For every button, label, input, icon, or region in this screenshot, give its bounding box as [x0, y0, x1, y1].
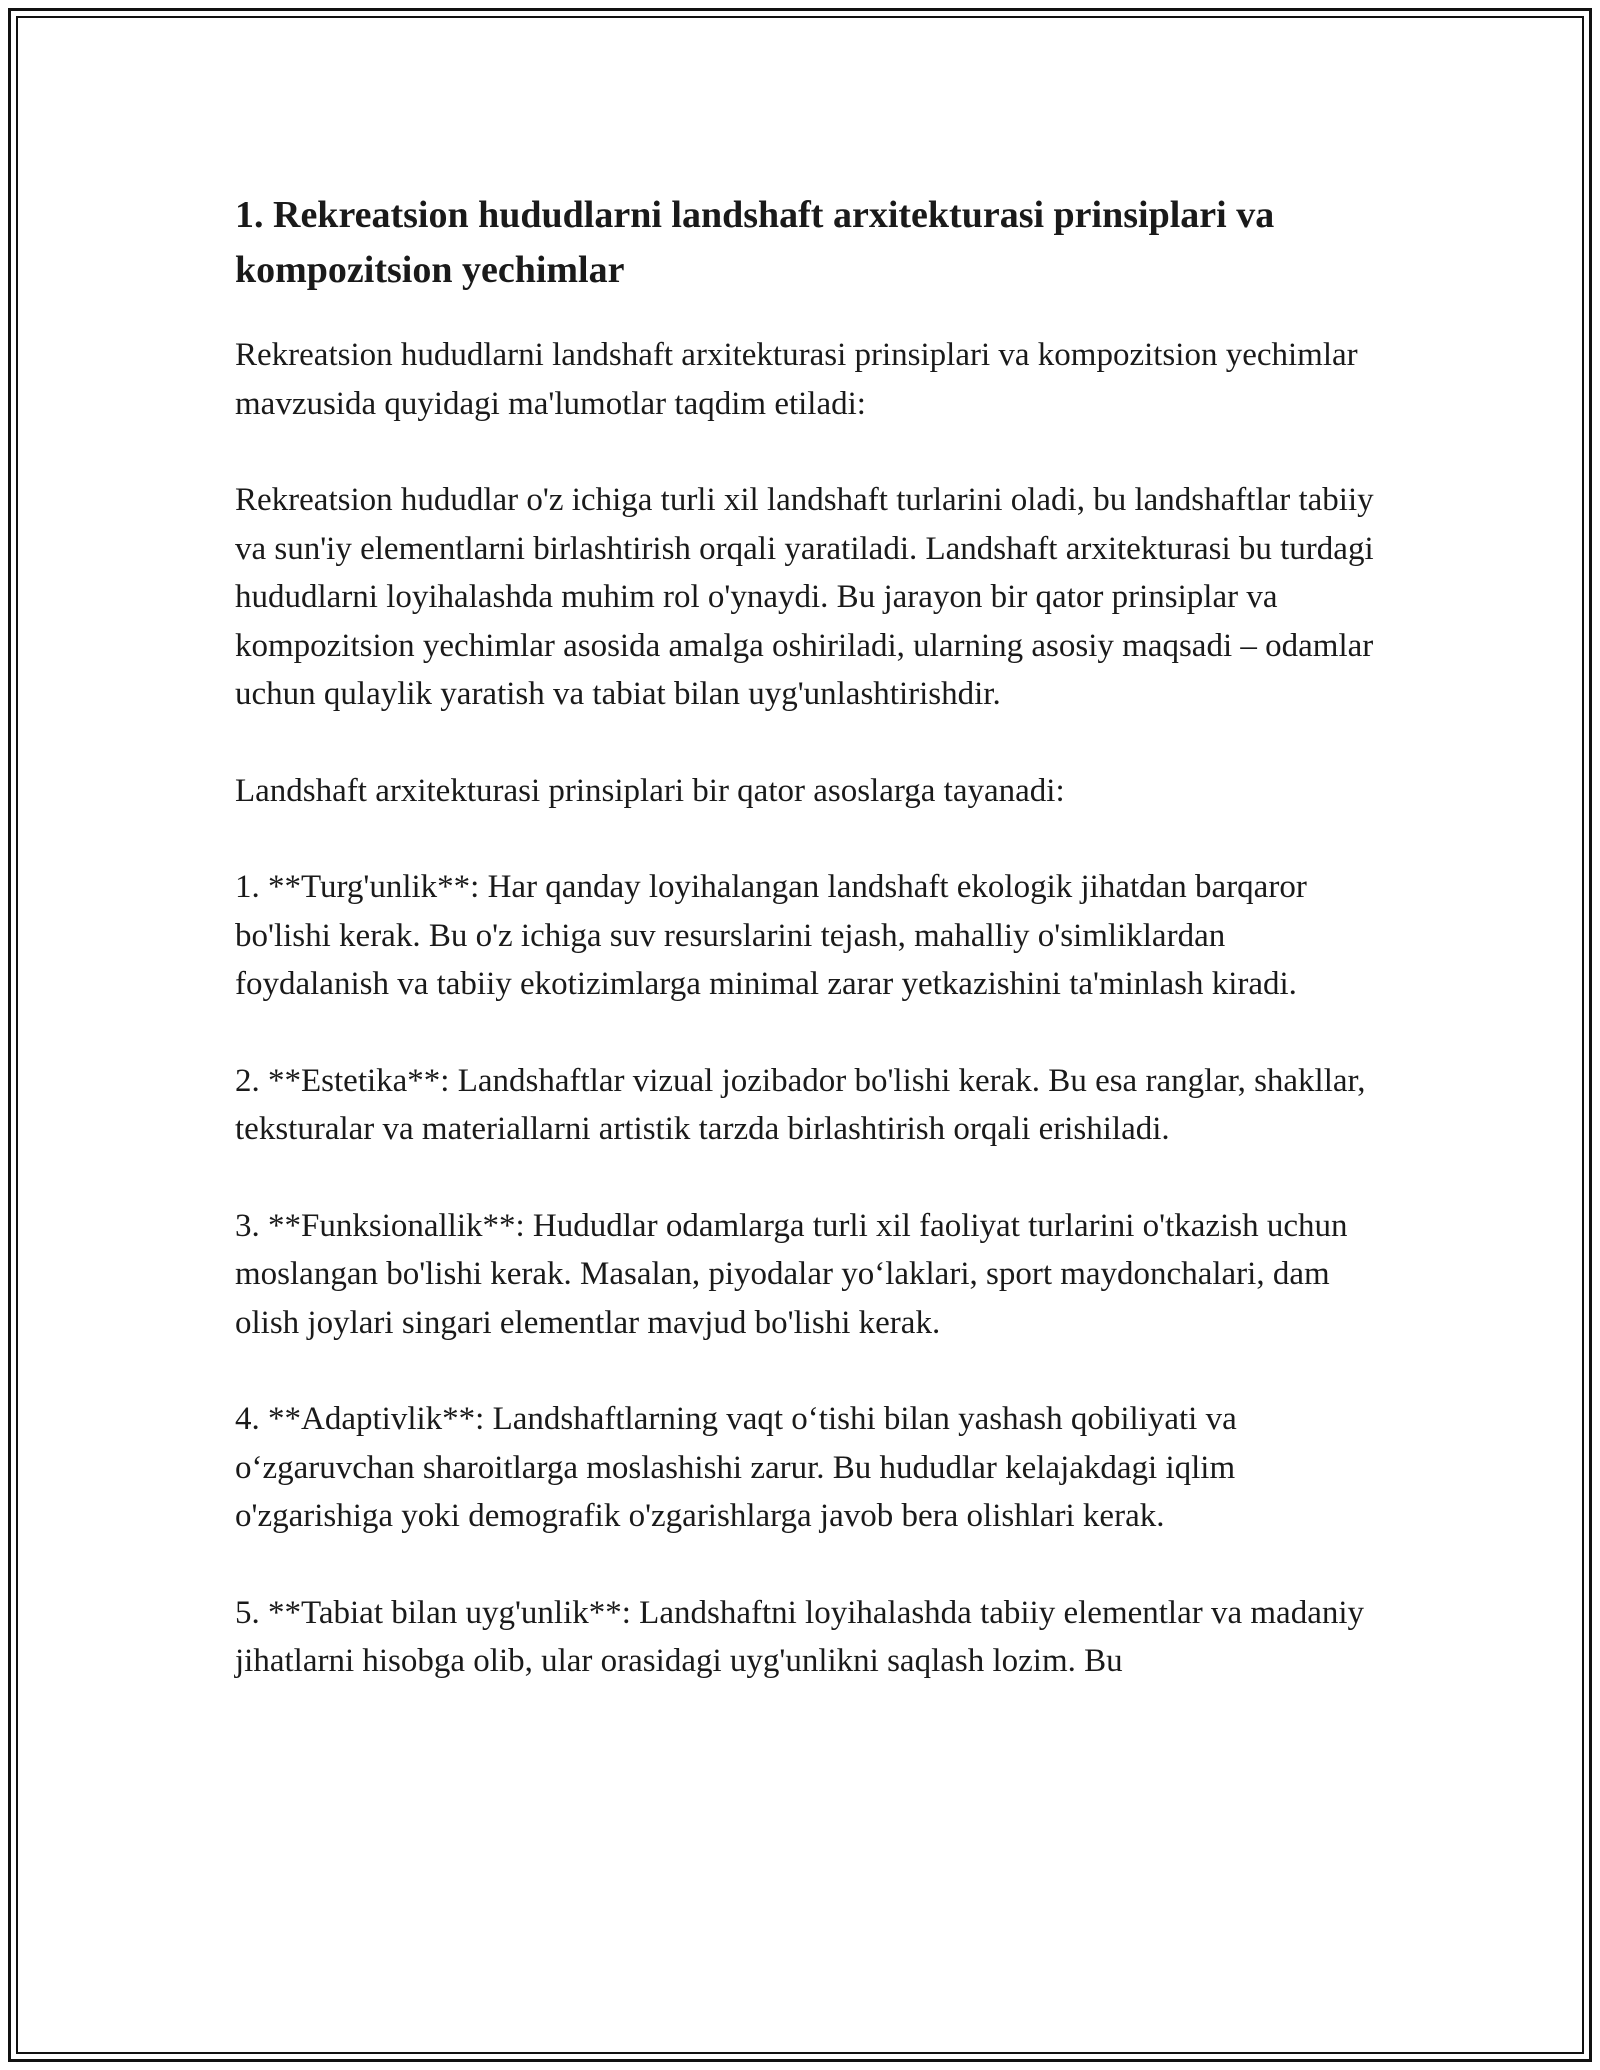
overview-paragraph: Rekreatsion hududlar o'z ichiga turli xil landshaft turlarini oladi, bu landshaftlar tabiiy va sun'iy elementlarni birlashtirish orqali yaratiladi. Landshaft arxitekturasi bu turdagi hududlarni loyihalashda muhim rol o'ynaydi. Bu jarayon bir qator prinsiplar va kompozitsion yechimlar asosida amalga oshiriladi, ularning asosiy maqsadi – odamlar uchun qulaylik yaratish va tabiat bilan uyg'unlashtirishdir. — [235, 482, 1374, 712]
document-title: 1. Rekreatsion hududlarni landshaft arxitekturasi prinsiplari va kompozitsion yechimlar — [235, 194, 1275, 291]
principle-item-functionality: 3. **Funksionallik**: Hududlar odamlarga turli xil faoliyat turlarini o'tkazish uchun moslangan bo'lishi kerak. Masalan, piyodalar yo‘laklari, sport maydonchalari, dam olish joylari singari elementlar mavjud bo'lishi kerak. — [235, 1207, 1348, 1341]
principle-item-sustainability: 1. **Turg'unlik**: Har qanday loyihalangan landshaft ekologik jihatdan barqaror bo'lishi kerak. Bu o'z ichiga suv resurslarini tejash, mahalliy o'simliklardan foydalanish va tabiiy ekotizimlarga minimal zarar yetkazishini ta'minlash kiradi. — [235, 869, 1307, 1002]
principle-item-aesthetics: 2. **Estetika**: Landshaftlar vizual jozibador bo'lishi kerak. Bu esa ranglar, shakllar, teksturalar va materiallarni artistik tarzda birlashtirish orqali erishiladi. — [235, 1062, 1366, 1147]
principle-item-harmony-with-nature: 5. **Tabiat bilan uyg'unlik**: Landshaftni loyihalashda tabiiy elementlar va madaniy jihatlarni hisobga olib, ular orasidagi uyg'unlikni saqlash lozim. Bu — [235, 1594, 1365, 1679]
principles-intro-paragraph: Landshaft arxitekturasi prinsiplari bir qator asoslarga tayanadi: — [235, 772, 1065, 809]
document-page — [235, 188, 1375, 1686]
intro-paragraph: Rekreatsion hududlarni landshaft arxitekturasi prinsiplari va kompozitsion yechimlar mavzusida quyidagi ma'lumotlar taqdim etiladi: — [235, 337, 1358, 422]
principle-item-adaptivity: 4. **Adaptivlik**: Landshaftlarning vaqt o‘tishi bilan yashash qobiliyati va o‘zgaruvchan sharoitlarga moslashishi zarur. Bu hududlar kelajakdagi iqlim o'zgarishiga yoki demografik o'zgarishlarga javob bera olishlari kerak. — [235, 1401, 1237, 1534]
